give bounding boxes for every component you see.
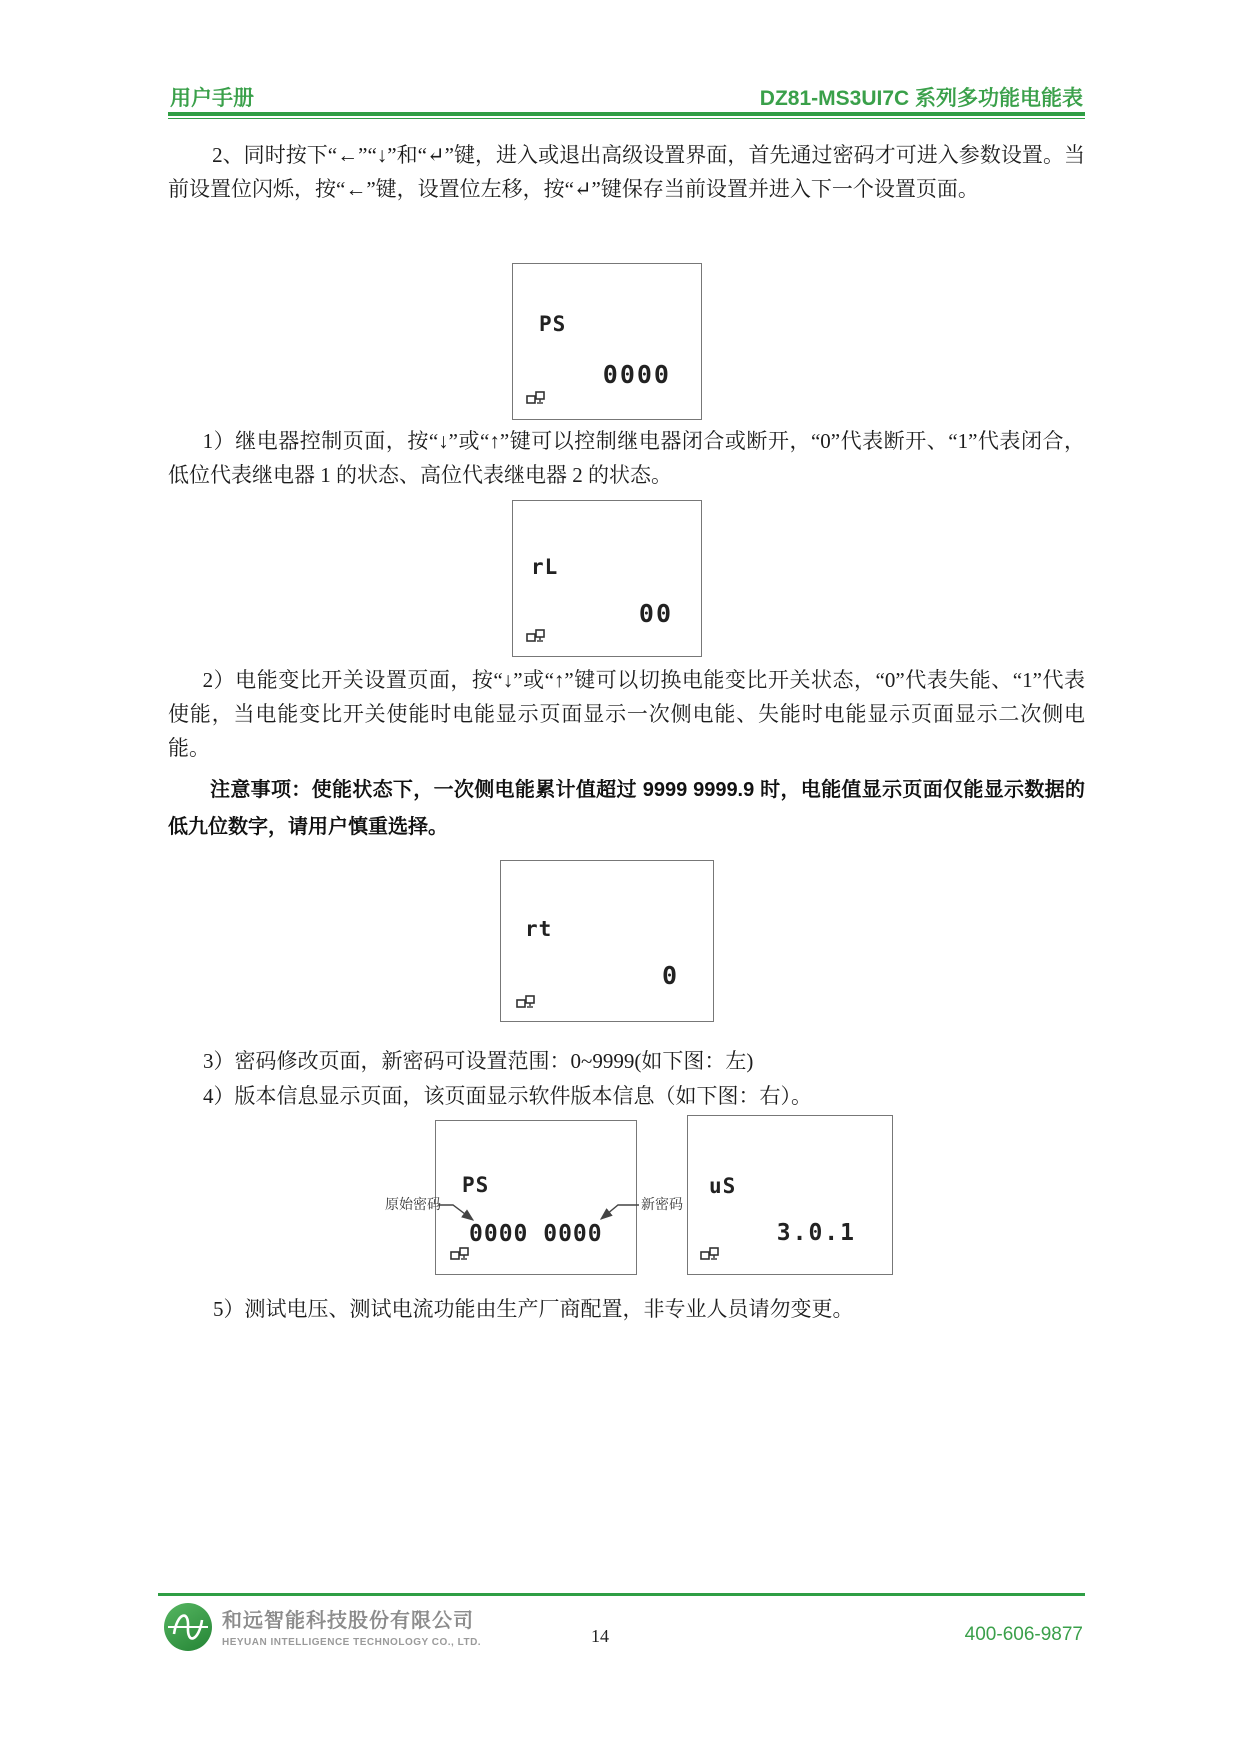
comm-status-icon — [526, 390, 546, 411]
lcd-password-entry — [512, 263, 702, 420]
lcd-page-value: 0000 0000 — [469, 1221, 603, 1247]
item5-paragraph: 5）测试电压、测试电流功能由生产厂商配置，非专业人员请勿变更。 — [213, 1297, 854, 1321]
note-paragraph: 注意事项：使能状态下，一次侧电能累计值超过 9999 9999.9 时，电能值显示页面仅能显示数据的低九位数字，请用户慎重选择。 — [168, 779, 1085, 838]
company-logo-icon — [162, 1601, 214, 1658]
comm-status-icon — [700, 1246, 720, 1267]
company-name-block — [222, 1604, 481, 1648]
item2-paragraph: 2）电能变比开关设置页面，按“↓”或“↑”键可以切换电能变比开关状态，“0”代表失能、“1”代表使能，当电能变比开关使能时电能显示页面显示一次侧电能、失能时电能显示页面显示二次侧电能。 — [168, 668, 1085, 760]
lcd-relay-control — [512, 500, 702, 657]
lcd-page-label: PS — [462, 1173, 490, 1197]
lcd-page-label: uS — [709, 1174, 737, 1198]
lcd-page-value: 3.0.1 — [776, 1220, 856, 1246]
footer-divider — [158, 1593, 1085, 1596]
service-phone: 400-606-9877 — [964, 1624, 1083, 1645]
lcd-page-value: 00 — [638, 599, 673, 628]
item1-paragraph: 1）继电器控制页面，按“↓”或“↑”键可以控制继电器闭合或断开，“0”代表断开、“1”代表闭合，低位代表继电器 1 的状态、高位代表继电器 2 的状态。 — [168, 429, 1085, 487]
lcd-page-label: PS — [539, 312, 567, 336]
company-name-en: HEYUAN INTELLIGENCE TECHNOLOGY CO., LTD. — [222, 1637, 482, 1648]
lcd-page-label: rL — [531, 555, 559, 579]
comm-status-icon — [516, 994, 536, 1015]
new-password-label: 新密码 — [641, 1196, 683, 1212]
password-change-figure — [385, 1113, 893, 1277]
header-left-title: 用户手册 — [170, 87, 254, 110]
page-number: 14 — [591, 1626, 609, 1646]
lcd-page-value: 0 — [661, 961, 679, 990]
lcd-password-change — [435, 1120, 637, 1275]
company-name-cn: 和远智能科技股份有限公司 — [222, 1610, 474, 1632]
lcd-page-value: 0000 — [602, 360, 671, 389]
item3-paragraph: 3）密码修改页面，新密码可设置范围：0~9999(如下图：左) — [203, 1049, 754, 1073]
lcd-version-info — [687, 1115, 893, 1275]
header-divider — [168, 112, 1085, 119]
item4-paragraph: 4）版本信息显示页面，该页面显示软件版本信息（如下图：右）。 — [203, 1084, 812, 1108]
intro-paragraph: 2、同时按下“←”“↓”和“↵”键，进入或退出高级设置界面，首先通过密码才可进入参数设置。当前设置位闪烁，按“←”键，设置位左移，按“↵”键保存当前设置并进入下一个设置页面。 — [168, 143, 1085, 201]
comm-status-icon — [526, 628, 546, 649]
header-right-title: DZ81-MS3UI7C 系列多功能电能表 — [759, 87, 1083, 110]
comm-status-icon — [450, 1246, 470, 1267]
lcd-page-label: rt — [525, 917, 553, 941]
original-password-label: 原始密码 — [385, 1196, 441, 1212]
lcd-energy-ratio — [500, 860, 714, 1022]
